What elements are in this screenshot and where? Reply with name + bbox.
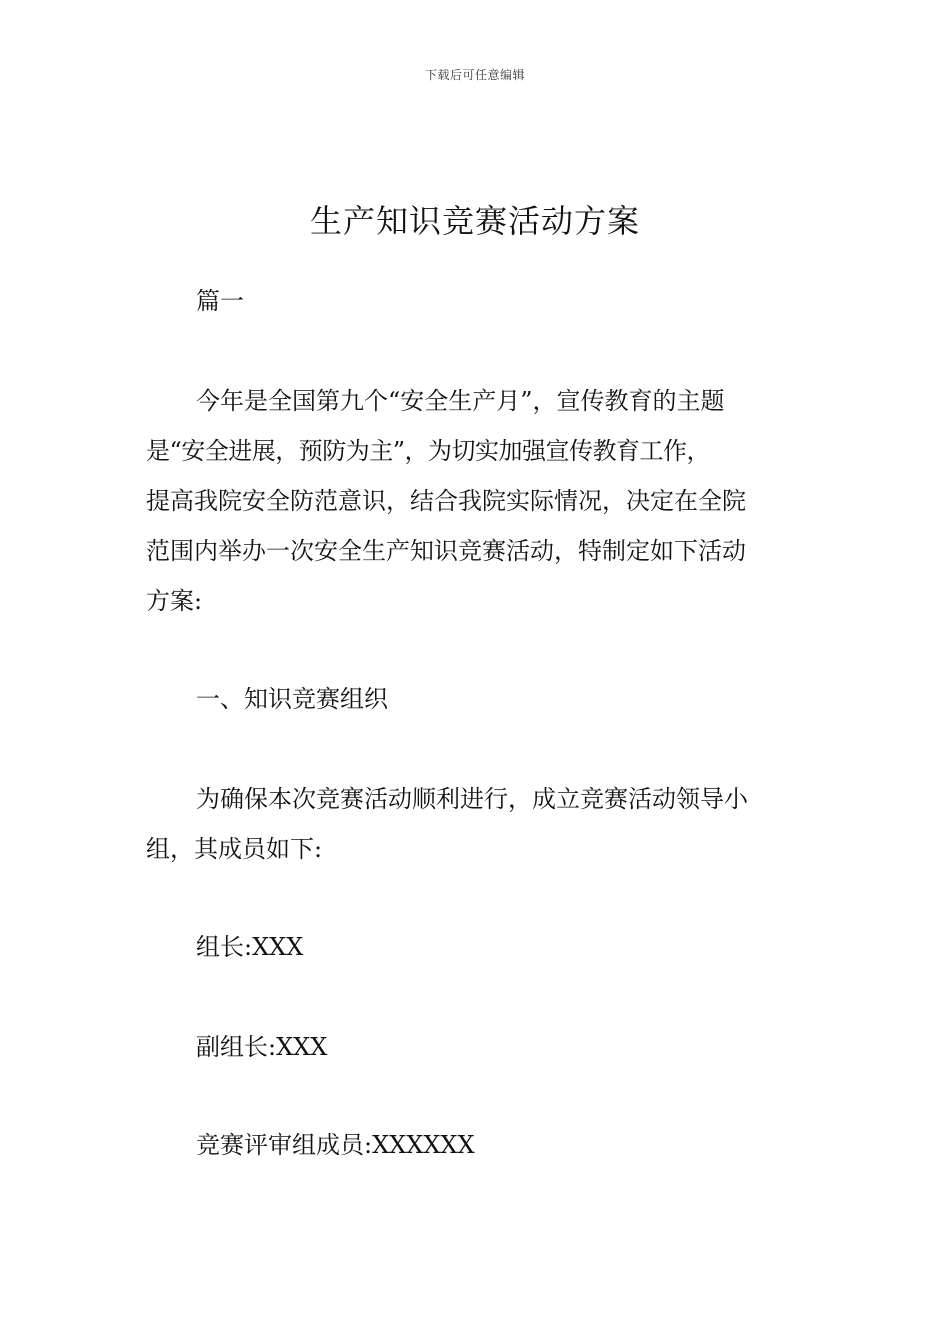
deputy-leader-line: 副组长:XXX [196,1033,328,1061]
header-note: 下载后可任意编辑 [424,68,525,82]
section-label: 篇一 [196,287,244,315]
jury-members-line: 竞赛评审组成员:XXXXXX [196,1131,475,1159]
document-title: 生产知识竞赛活动方案 [309,202,640,241]
intro-line: 提高我院安全防范意识，结合我院实际情况，决定在全院 [146,487,746,515]
section-heading-organization: 一、知识竞赛组织 [196,685,388,713]
intro-line: 方案: [146,587,203,615]
org-line: 为确保本次竞赛活动顺利进行，成立竞赛活动领导小 [196,785,748,813]
intro-line: 范围内举办一次安全生产知识竞赛活动，特制定如下活动 [146,537,746,565]
intro-paragraph [146,376,806,626]
intro-line: 今年是全国第九个“安全生产月”，宣传教育的主题 [196,387,725,415]
organization-paragraph [146,774,806,874]
leader-line: 组长:XXX [196,933,304,961]
intro-line: 是“安全进展，预防为主”，为切实加强宣传教育工作， [146,437,711,465]
org-line: 组，其成员如下: [146,835,323,863]
